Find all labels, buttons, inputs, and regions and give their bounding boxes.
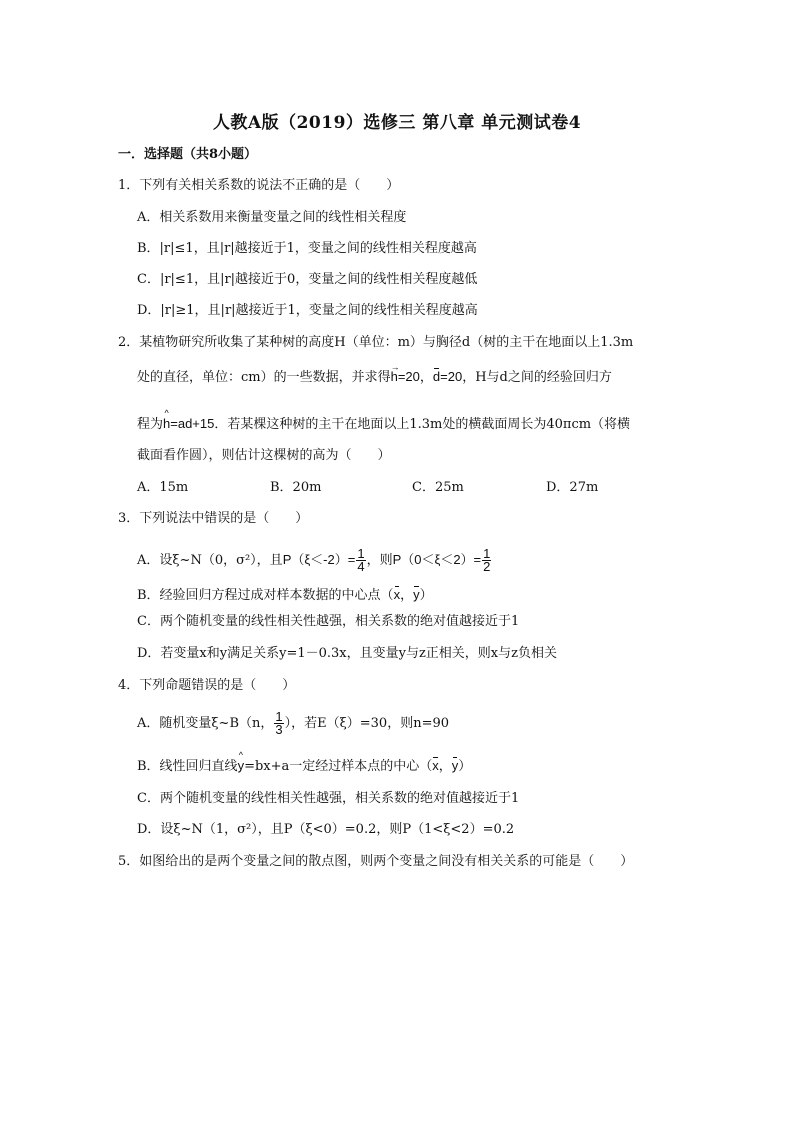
fraction-denominator: 3 xyxy=(275,722,283,737)
fraction-one-half xyxy=(482,548,491,573)
d-bar-symbol: d xyxy=(432,369,441,384)
fraction-numerator: 1 xyxy=(357,546,365,561)
y-bar-symbol: y xyxy=(451,758,459,773)
q3-option-d: D．若变量x和y满足关系y=1－0.3x，且变量y与z正相关，则x与z负相关 xyxy=(137,646,557,661)
q3-b-part1: B．经验回归方程过成对样本数据的中心点（ xyxy=(137,588,394,603)
q1-stem: 1．下列有关相关系数的说法不正确的是（ ） xyxy=(118,178,400,193)
x-bar-symbol: x xyxy=(393,587,401,602)
q2-option-b: B．20m xyxy=(270,480,322,495)
q3-option-a xyxy=(137,545,492,576)
q4-b-part2: =bx+a一定经过样本点的中心（ xyxy=(244,759,433,774)
q3-stem: 3．下列说法中错误的是（ ） xyxy=(118,511,309,526)
q5-stem: 5．如图给出的是两个变量之间的散点图，则两个变量之间没有相关关系的可能是（ ） xyxy=(118,854,634,869)
q3-a-part3: ，则 xyxy=(366,553,393,568)
fraction-denominator: 4 xyxy=(357,559,365,574)
d-bar-value: =20， xyxy=(440,369,476,384)
y-bar-symbol: y xyxy=(413,587,420,602)
q3-option-b xyxy=(137,587,433,604)
x-bar-symbol: x xyxy=(432,758,439,773)
q3-option-c: C．两个随机变量的线性相关性越强，相关系数的绝对值越接近于1 xyxy=(137,614,520,629)
q3-b-part2: ） xyxy=(419,588,433,603)
h-hat-symbol: ^ h xyxy=(163,416,170,432)
q3-a-prob1: P（ξ＜-2）= xyxy=(282,552,356,567)
q4-option-c: C．两个随机变量的线性相关性越强，相关系数的绝对值越接近于1 xyxy=(137,791,520,806)
q2-line-3b: ．若某棵这种树的主干在地面以上1.3m处的横截面周长为40πcm（将横 xyxy=(214,417,631,432)
q2-option-c: C．25m xyxy=(412,480,464,495)
fraction-denominator: 2 xyxy=(483,559,491,574)
q2-line-1: 2．某植物研究所收集了某种树的高度H（单位：m）与胸径d（树的主干在地面以上1.3m xyxy=(118,335,634,350)
section-heading: 一．选择题（共8小题） xyxy=(118,147,258,162)
y-hat-symbol: ^ y xyxy=(238,758,245,774)
q4-stem: 4．下列命题错误的是（ ） xyxy=(118,678,296,693)
q2-option-a: A．15m xyxy=(137,480,189,495)
page-title: 人教A版（2019）选修三 第八章 单元测试卷4 xyxy=(212,113,582,133)
q2-line-2b: H与d之间的经验回归方 xyxy=(475,370,612,385)
comma: ， xyxy=(400,588,414,603)
q4-option-d: D．设ξ~N（1，σ²），且P（ξ<0）=0.2，则P（1<ξ<2）=0.2 xyxy=(137,822,515,837)
h-bar-symbol: → h xyxy=(391,369,398,385)
q2-line-3 xyxy=(137,416,630,433)
q1-option-c: C．|r|≤1，且|r|越接近于0，变量之间的线性相关程度越低 xyxy=(137,272,478,287)
regression-equation: =ad+15 xyxy=(170,416,215,431)
q1-option-a: A．相关系数用来衡量变量之间的线性相关程度 xyxy=(137,210,407,225)
fraction-one-third xyxy=(274,711,283,736)
q1-option-d: D．|r|≥1，且|r|越接近于1，变量之间的线性相关程度越高 xyxy=(137,303,478,318)
fraction-numerator: 1 xyxy=(275,709,283,724)
q2-line-2 xyxy=(137,369,612,386)
q2-line-4: 截面看作圆），则估计这棵树的高为（ ） xyxy=(137,448,391,463)
fraction-one-quarter xyxy=(356,548,365,573)
q3-a-part1: A．设ξ~N（0，σ²），且 xyxy=(137,553,283,568)
q1-option-b: B．|r|≤1，且|r|越接近于1，变量之间的线性相关程度越高 xyxy=(137,241,477,256)
q2-line-3a: 程为 xyxy=(137,417,164,432)
comma: ， xyxy=(438,759,452,774)
q3-a-prob2: P（0＜ξ＜2）= xyxy=(392,552,482,567)
fraction-numerator: 1 xyxy=(483,546,491,561)
q4-option-a xyxy=(137,709,449,739)
q4-b-part3: ） xyxy=(458,759,472,774)
q4-a-part1: A．随机变量ξ~B（n， xyxy=(137,716,274,731)
q4-a-part2: ），若E（ξ）=30，则n=90 xyxy=(284,716,450,731)
q2-line-2a: 处的直径，单位：cm）的一些数据，并求得 xyxy=(137,370,391,385)
q2-option-d: D．27m xyxy=(546,480,599,495)
h-bar-value: =20， xyxy=(397,369,433,384)
q4-b-part1: B．线性回归直线 xyxy=(137,759,238,774)
q4-option-b xyxy=(137,758,471,775)
